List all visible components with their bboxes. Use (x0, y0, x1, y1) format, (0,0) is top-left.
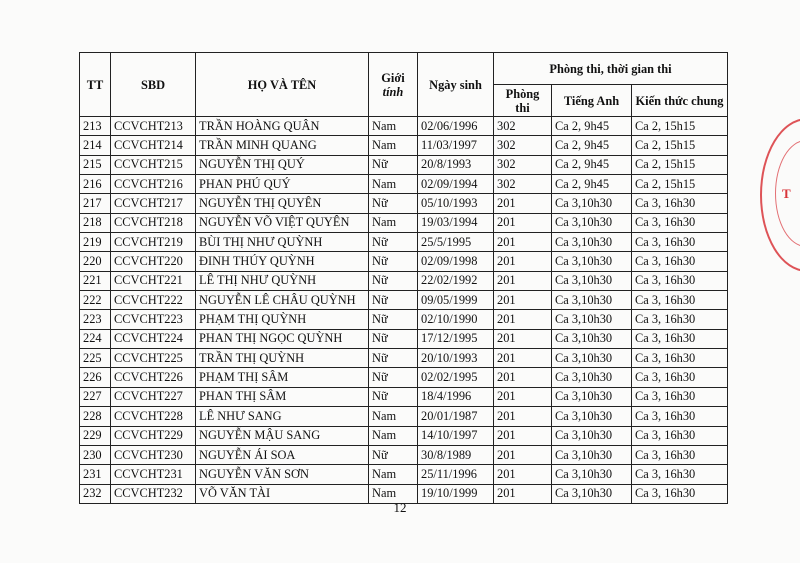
table-row (80, 387, 728, 406)
cell-sbd: CCVCHT229 (111, 426, 196, 445)
table-row (80, 155, 728, 174)
cell-room: 302 (494, 175, 552, 194)
cell-gender: Nam (369, 213, 418, 232)
cell-gender: Nam (369, 136, 418, 155)
cell-general: Ca 2, 15h15 (632, 136, 728, 155)
cell-general: Ca 3, 16h30 (632, 291, 728, 310)
cell-dob: 19/03/1994 (418, 213, 494, 232)
cell-room: 201 (494, 291, 552, 310)
cell-dob: 20/01/1987 (418, 407, 494, 426)
table-header (80, 53, 728, 117)
cell-dob: 02/09/1994 (418, 175, 494, 194)
cell-name: NGUYỄN LÊ CHÂU QUỲNH (196, 291, 369, 310)
cell-name: NGUYỄN THỊ QUYÊN (196, 194, 369, 213)
cell-gender: Nữ (369, 349, 418, 368)
cell-dob: 02/09/1998 (418, 252, 494, 271)
cell-gender: Nữ (369, 233, 418, 252)
cell-gender: Nam (369, 465, 418, 484)
cell-dob: 22/02/1992 (418, 271, 494, 290)
cell-dob: 05/10/1993 (418, 194, 494, 213)
cell-english: Ca 3,10h30 (552, 349, 632, 368)
cell-tt: 217 (80, 194, 111, 213)
cell-dob: 09/05/1999 (418, 291, 494, 310)
table-row (80, 291, 728, 310)
cell-gender: Nữ (369, 445, 418, 464)
cell-dob: 18/4/1996 (418, 387, 494, 406)
cell-name: NGUYỄN VÕ VIỆT QUYÊN (196, 213, 369, 232)
table-row (80, 271, 728, 290)
header-room-line1: Phòng (505, 86, 540, 101)
header-room (494, 85, 552, 117)
cell-tt: 218 (80, 213, 111, 232)
cell-room: 201 (494, 252, 552, 271)
header-general: Kiến thức chung (632, 85, 728, 117)
cell-dob: 25/11/1996 (418, 465, 494, 484)
cell-room: 201 (494, 484, 552, 503)
cell-tt: 222 (80, 291, 111, 310)
cell-english: Ca 2, 9h45 (552, 117, 632, 136)
cell-gender: Nam (369, 175, 418, 194)
cell-english: Ca 3,10h30 (552, 484, 632, 503)
cell-gender: Nữ (369, 368, 418, 387)
cell-english: Ca 3,10h30 (552, 271, 632, 290)
cell-tt: 224 (80, 329, 111, 348)
table-row (80, 233, 728, 252)
cell-general: Ca 3, 16h30 (632, 465, 728, 484)
table-row (80, 445, 728, 464)
cell-dob: 02/02/1995 (418, 368, 494, 387)
cell-sbd: CCVCHT225 (111, 349, 196, 368)
cell-english: Ca 3,10h30 (552, 465, 632, 484)
header-tt: TT (80, 53, 111, 117)
cell-english: Ca 3,10h30 (552, 329, 632, 348)
cell-gender: Nam (369, 484, 418, 503)
cell-room: 201 (494, 233, 552, 252)
cell-gender: Nữ (369, 387, 418, 406)
header-gender-line1: Giới (381, 70, 405, 85)
cell-sbd: CCVCHT221 (111, 271, 196, 290)
cell-sbd: CCVCHT224 (111, 329, 196, 348)
cell-name: LÊ THỊ NHƯ QUỲNH (196, 271, 369, 290)
cell-name: PHẠM THỊ QUỲNH (196, 310, 369, 329)
cell-name: PHẠM THỊ SÂM (196, 368, 369, 387)
cell-general: Ca 3, 16h30 (632, 233, 728, 252)
cell-general: Ca 2, 15h15 (632, 155, 728, 174)
page-number: 12 (393, 500, 407, 515)
cell-name: PHAN THỊ NGỌC QUỲNH (196, 329, 369, 348)
cell-dob: 30/8/1989 (418, 445, 494, 464)
table-row (80, 368, 728, 387)
cell-tt: 229 (80, 426, 111, 445)
cell-general: Ca 3, 16h30 (632, 252, 728, 271)
table-row (80, 136, 728, 155)
cell-general: Ca 3, 16h30 (632, 484, 728, 503)
cell-room: 201 (494, 368, 552, 387)
table-row (80, 252, 728, 271)
cell-room: 201 (494, 407, 552, 426)
cell-tt: 225 (80, 349, 111, 368)
table-row (80, 194, 728, 213)
cell-dob: 25/5/1995 (418, 233, 494, 252)
cell-english: Ca 3,10h30 (552, 252, 632, 271)
cell-english: Ca 2, 9h45 (552, 155, 632, 174)
cell-english: Ca 3,10h30 (552, 426, 632, 445)
cell-gender: Nam (369, 426, 418, 445)
table-row (80, 407, 728, 426)
cell-dob: 02/06/1996 (418, 117, 494, 136)
cell-dob: 02/10/1990 (418, 310, 494, 329)
cell-english: Ca 3,10h30 (552, 368, 632, 387)
cell-gender: Nữ (369, 194, 418, 213)
exam-schedule-table (79, 52, 728, 504)
table-row (80, 310, 728, 329)
cell-general: Ca 3, 16h30 (632, 407, 728, 426)
cell-dob: 19/10/1999 (418, 484, 494, 503)
header-name: HỌ VÀ TÊN (196, 53, 369, 117)
cell-general: Ca 3, 16h30 (632, 368, 728, 387)
seal-text: T (782, 186, 791, 201)
cell-room: 201 (494, 213, 552, 232)
cell-english: Ca 3,10h30 (552, 387, 632, 406)
table-row (80, 175, 728, 194)
cell-tt: 230 (80, 445, 111, 464)
cell-gender: Nữ (369, 271, 418, 290)
cell-english: Ca 2, 9h45 (552, 136, 632, 155)
cell-name: TRẦN THỊ QUỲNH (196, 349, 369, 368)
cell-sbd: CCVCHT231 (111, 465, 196, 484)
header-room-time-group: Phòng thi, thời gian thi (494, 53, 728, 85)
cell-general: Ca 3, 16h30 (632, 426, 728, 445)
cell-gender: Nữ (369, 329, 418, 348)
cell-english: Ca 3,10h30 (552, 233, 632, 252)
cell-gender: Nam (369, 407, 418, 426)
cell-room: 201 (494, 426, 552, 445)
cell-dob: 11/03/1997 (418, 136, 494, 155)
cell-sbd: CCVCHT215 (111, 155, 196, 174)
cell-tt: 223 (80, 310, 111, 329)
cell-tt: 215 (80, 155, 111, 174)
cell-dob: 17/12/1995 (418, 329, 494, 348)
cell-dob: 14/10/1997 (418, 426, 494, 445)
cell-room: 302 (494, 136, 552, 155)
cell-english: Ca 3,10h30 (552, 291, 632, 310)
cell-sbd: CCVCHT228 (111, 407, 196, 426)
cell-name: NGUYỄN ÁI SOA (196, 445, 369, 464)
cell-sbd: CCVCHT222 (111, 291, 196, 310)
cell-room: 201 (494, 387, 552, 406)
header-gender (369, 53, 418, 117)
cell-name: VÕ VĂN TÀI (196, 484, 369, 503)
cell-general: Ca 3, 16h30 (632, 310, 728, 329)
cell-name: BÙI THỊ NHƯ QUỲNH (196, 233, 369, 252)
cell-room: 302 (494, 117, 552, 136)
cell-gender: Nữ (369, 291, 418, 310)
cell-general: Ca 3, 16h30 (632, 349, 728, 368)
table-row (80, 329, 728, 348)
cell-sbd: CCVCHT218 (111, 213, 196, 232)
cell-tt: 213 (80, 117, 111, 136)
cell-english: Ca 2, 9h45 (552, 175, 632, 194)
cell-tt: 226 (80, 368, 111, 387)
cell-room: 201 (494, 271, 552, 290)
cell-general: Ca 2, 15h15 (632, 117, 728, 136)
cell-general: Ca 3, 16h30 (632, 194, 728, 213)
cell-tt: 220 (80, 252, 111, 271)
cell-room: 201 (494, 194, 552, 213)
cell-name: TRẦN MINH QUANG (196, 136, 369, 155)
cell-english: Ca 3,10h30 (552, 213, 632, 232)
cell-name: NGUYỄN MẬU SANG (196, 426, 369, 445)
cell-english: Ca 3,10h30 (552, 194, 632, 213)
table-row (80, 465, 728, 484)
cell-tt: 219 (80, 233, 111, 252)
cell-sbd: CCVCHT214 (111, 136, 196, 155)
cell-name: NGUYỄN THỊ QUÝ (196, 155, 369, 174)
cell-sbd: CCVCHT226 (111, 368, 196, 387)
cell-english: Ca 3,10h30 (552, 445, 632, 464)
cell-general: Ca 2, 15h15 (632, 175, 728, 194)
cell-gender: Nữ (369, 155, 418, 174)
cell-sbd: CCVCHT213 (111, 117, 196, 136)
cell-tt: 232 (80, 484, 111, 503)
cell-room: 201 (494, 445, 552, 464)
cell-room: 201 (494, 329, 552, 348)
cell-gender: Nữ (369, 252, 418, 271)
cell-name: NGUYỄN VĂN SƠN (196, 465, 369, 484)
cell-tt: 228 (80, 407, 111, 426)
header-dob: Ngày sinh (418, 53, 494, 117)
cell-english: Ca 3,10h30 (552, 407, 632, 426)
cell-general: Ca 3, 16h30 (632, 445, 728, 464)
cell-general: Ca 3, 16h30 (632, 213, 728, 232)
cell-sbd: CCVCHT230 (111, 445, 196, 464)
cell-room: 302 (494, 155, 552, 174)
cell-sbd: CCVCHT223 (111, 310, 196, 329)
cell-english: Ca 3,10h30 (552, 310, 632, 329)
cell-name: TRẦN HOÀNG QUÂN (196, 117, 369, 136)
cell-name: ĐINH THÚY QUỲNH (196, 252, 369, 271)
cell-dob: 20/8/1993 (418, 155, 494, 174)
cell-sbd: CCVCHT227 (111, 387, 196, 406)
header-english: Tiếng Anh (552, 85, 632, 117)
table-row (80, 213, 728, 232)
cell-room: 201 (494, 465, 552, 484)
cell-gender: Nữ (369, 310, 418, 329)
cell-general: Ca 3, 16h30 (632, 329, 728, 348)
cell-room: 201 (494, 349, 552, 368)
cell-sbd: CCVCHT219 (111, 233, 196, 252)
cell-general: Ca 3, 16h30 (632, 387, 728, 406)
cell-sbd: CCVCHT217 (111, 194, 196, 213)
cell-general: Ca 3, 16h30 (632, 271, 728, 290)
cell-sbd: CCVCHT216 (111, 175, 196, 194)
cell-tt: 216 (80, 175, 111, 194)
cell-room: 201 (494, 310, 552, 329)
cell-name: PHAN THỊ SÂM (196, 387, 369, 406)
table-row (80, 426, 728, 445)
header-sbd: SBD (111, 53, 196, 117)
cell-sbd: CCVCHT220 (111, 252, 196, 271)
cell-name: LÊ NHƯ SANG (196, 407, 369, 426)
cell-name: PHAN PHÚ QUÝ (196, 175, 369, 194)
table-row (80, 349, 728, 368)
cell-tt: 231 (80, 465, 111, 484)
header-room-line2: thi (515, 100, 530, 115)
cell-tt: 227 (80, 387, 111, 406)
cell-sbd: CCVCHT232 (111, 484, 196, 503)
cell-tt: 214 (80, 136, 111, 155)
table-row (80, 117, 728, 136)
table-body (80, 117, 728, 504)
cell-dob: 20/10/1993 (418, 349, 494, 368)
cell-gender: Nam (369, 117, 418, 136)
header-gender-line2: tính (382, 84, 404, 99)
cell-tt: 221 (80, 271, 111, 290)
